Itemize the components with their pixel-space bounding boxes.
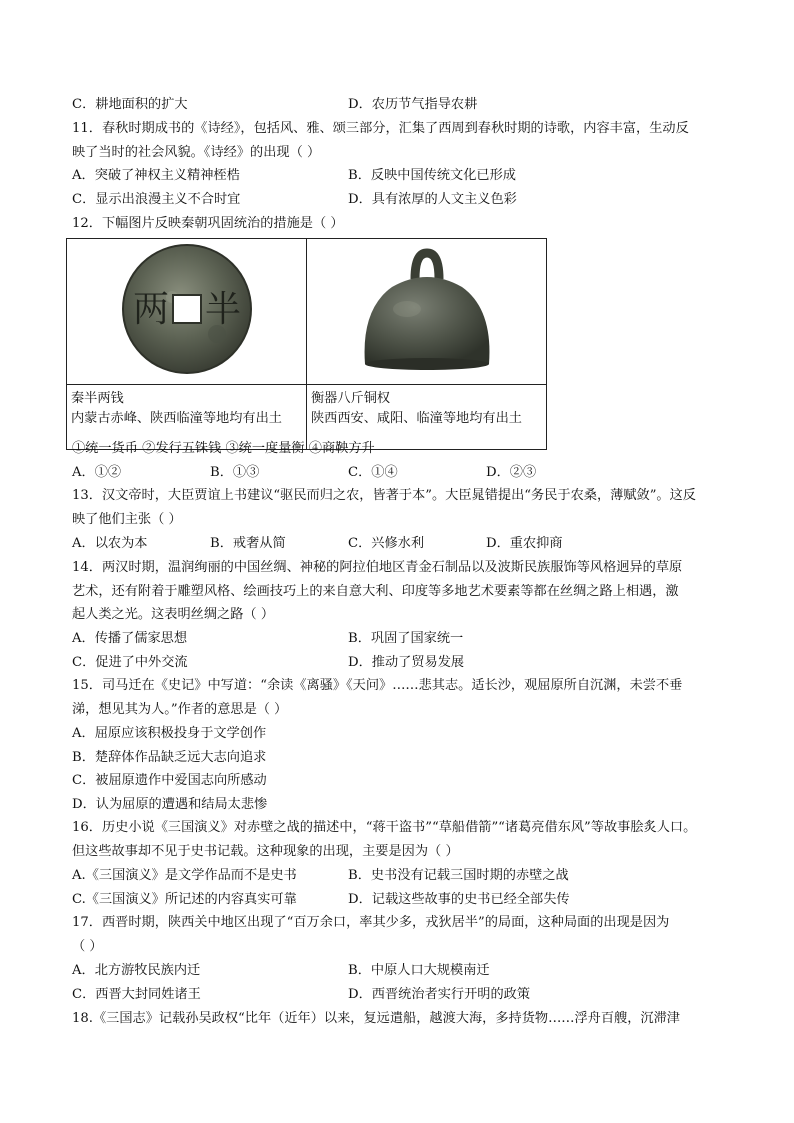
q14-option-c: C．促进了中外交流 bbox=[72, 655, 188, 670]
q13-option-c: C．兴修水利 bbox=[348, 536, 425, 551]
q13-stem-line2: 映了他们主张（ ） bbox=[72, 512, 182, 527]
q11-option-b: B．反映中国传统文化已形成 bbox=[348, 168, 516, 183]
q18-stem-line1: 18.《三国志》记载孙吴政权“比年（近年）以来，复远遣船，越渡大海，多持货物……浮舟百艘，沉滞津 bbox=[72, 1011, 680, 1026]
q14-option-d: D．推动了贸易发展 bbox=[348, 655, 465, 670]
q16-stem-line2: 但这些故事却不见于史书记载。这种现象的出现，主要是因为（ ） bbox=[72, 844, 459, 859]
q14-option-a: A．传播了儒家思想 bbox=[72, 631, 188, 646]
coin-image-cell bbox=[67, 239, 307, 385]
q12-option-c: C．①④ bbox=[348, 465, 398, 480]
coin-caption-title: 秦半两钱 bbox=[71, 391, 124, 406]
q14-option-b: B．巩固了国家统一 bbox=[348, 631, 464, 646]
q11-option-a: A．突破了神权主义精神桎梏 bbox=[72, 168, 240, 183]
q12-image-table bbox=[66, 238, 547, 450]
q10-option-c: C．耕地面积的扩大 bbox=[72, 97, 188, 112]
q14-stem-line2: 艺术，还有附着于雕塑风格、绘画技巧上的来自意大利、印度等多地艺术要素等都在丝绸之路上相遇，激 bbox=[72, 584, 679, 599]
q11-stem-line1: 11．春秋时期成书的《诗经》，包括风、雅、颂三部分，汇集了西周到春秋时期的诗歌，内容丰富，生动反 bbox=[72, 121, 689, 136]
q17-option-a: A．北方游牧民族内迁 bbox=[72, 963, 201, 978]
q15-stem-line1: 15．司马迁在《史记》中写道：“余读《离骚》《天问》……悲其志。适长沙，观屈原所自沉渊，未尝不垂 bbox=[72, 678, 683, 693]
q13-option-a: A．以农为本 bbox=[72, 536, 148, 551]
q17-option-d: D．西晋统治者实行开明的政策 bbox=[348, 987, 531, 1002]
weight-caption-title: 衡器八斤铜权 bbox=[311, 391, 391, 406]
q14-stem-line3: 起人类之光。这表明丝绸之路（ ） bbox=[72, 607, 275, 622]
q12-stem: 12．下幅图片反映秦朝巩固统治的措施是（ ） bbox=[72, 216, 344, 231]
q12-option-d: D．②③ bbox=[486, 465, 537, 480]
coin-caption bbox=[67, 385, 307, 450]
banliang-coin-image bbox=[67, 239, 306, 380]
q13-option-b: B．戒奢从简 bbox=[210, 536, 286, 551]
q11-option-c: C．显示出浪漫主义不合时宜 bbox=[72, 192, 241, 207]
weight-image-cell bbox=[307, 239, 547, 385]
q16-stem-line1: 16．历史小说《三国演义》对赤壁之战的描述中，“蒋干盗书”“草船借箭”“诸葛亮借东风”等故事脍炙人口。 bbox=[72, 820, 697, 835]
q16-option-b: B．史书没有记载三国时期的赤壁之战 bbox=[348, 868, 569, 883]
q15-option-b: B．楚辞体作品缺乏远大志向追求 bbox=[72, 750, 267, 765]
weight-caption-text: 陕西西安、咸阳、临潼等地均有出土 bbox=[311, 411, 522, 426]
q15-option-d: D．认为屈原的遭遇和结局太悲惨 bbox=[72, 797, 268, 812]
q16-option-a: A.《三国演义》是文学作品而不是史书 bbox=[72, 868, 297, 883]
q17-option-c: C．西晋大封同姓诸王 bbox=[72, 987, 201, 1002]
coin-char-liang: 两 bbox=[132, 289, 170, 330]
q11-stem-line2: 映了当时的社会风貌。《诗经》的出现（ ） bbox=[72, 145, 321, 160]
q15-option-c: C．被屈原遗作中爱国志向所感动 bbox=[72, 773, 267, 788]
q17-stem-line1: 17．西晋时期，陕西关中地区出现了“百万余口，率其少多，戎狄居半”的局面，这种局面的出现是因为 bbox=[72, 915, 670, 930]
q16-option-c: C.《三国演义》所记述的内容真实可靠 bbox=[72, 892, 297, 907]
q17-stem-line2: （ ） bbox=[72, 939, 103, 954]
q12-option-b: B．①③ bbox=[210, 465, 260, 480]
coin-char-ban: 半 bbox=[204, 289, 242, 330]
weight-caption bbox=[307, 385, 547, 450]
q13-option-d: D．重农抑商 bbox=[486, 536, 563, 551]
q14-stem-line1: 14．两汉时期，温润绚丽的中国丝绸、神秘的阿拉伯地区青金石制品以及波斯民族服饰等风格迥异的草原 bbox=[72, 560, 683, 575]
q12-items: ①统一货币 ②发行五铢钱 ③统一度量衡 ④商鞅方升 bbox=[72, 441, 375, 456]
q13-stem-line1: 13．汉文帝时，大臣贾谊上书建议“驱民而归之农，皆著于本”。大臣晁错提出“务民于农桑，薄赋敛”。这反 bbox=[72, 488, 696, 503]
q16-option-d: D．记载这些故事的史书已经全部失传 bbox=[348, 892, 570, 907]
q15-option-a: A．屈原应该积极投身于文学创作 bbox=[72, 726, 267, 741]
bronze-weight-image bbox=[307, 239, 546, 380]
q15-stem-line2: 涕，想见其为人。”作者的意思是（ ） bbox=[72, 702, 288, 717]
q10-option-d: D．农历节气指导农耕 bbox=[348, 97, 478, 112]
q17-option-b: B．中原人口大规模南迁 bbox=[348, 963, 490, 978]
coin-caption-text: 内蒙古赤峰、陕西临潼等地均有出土 bbox=[71, 411, 282, 426]
q12-option-a: A．①② bbox=[72, 465, 122, 480]
q11-option-d: D．具有浓厚的人文主义色彩 bbox=[348, 192, 517, 207]
